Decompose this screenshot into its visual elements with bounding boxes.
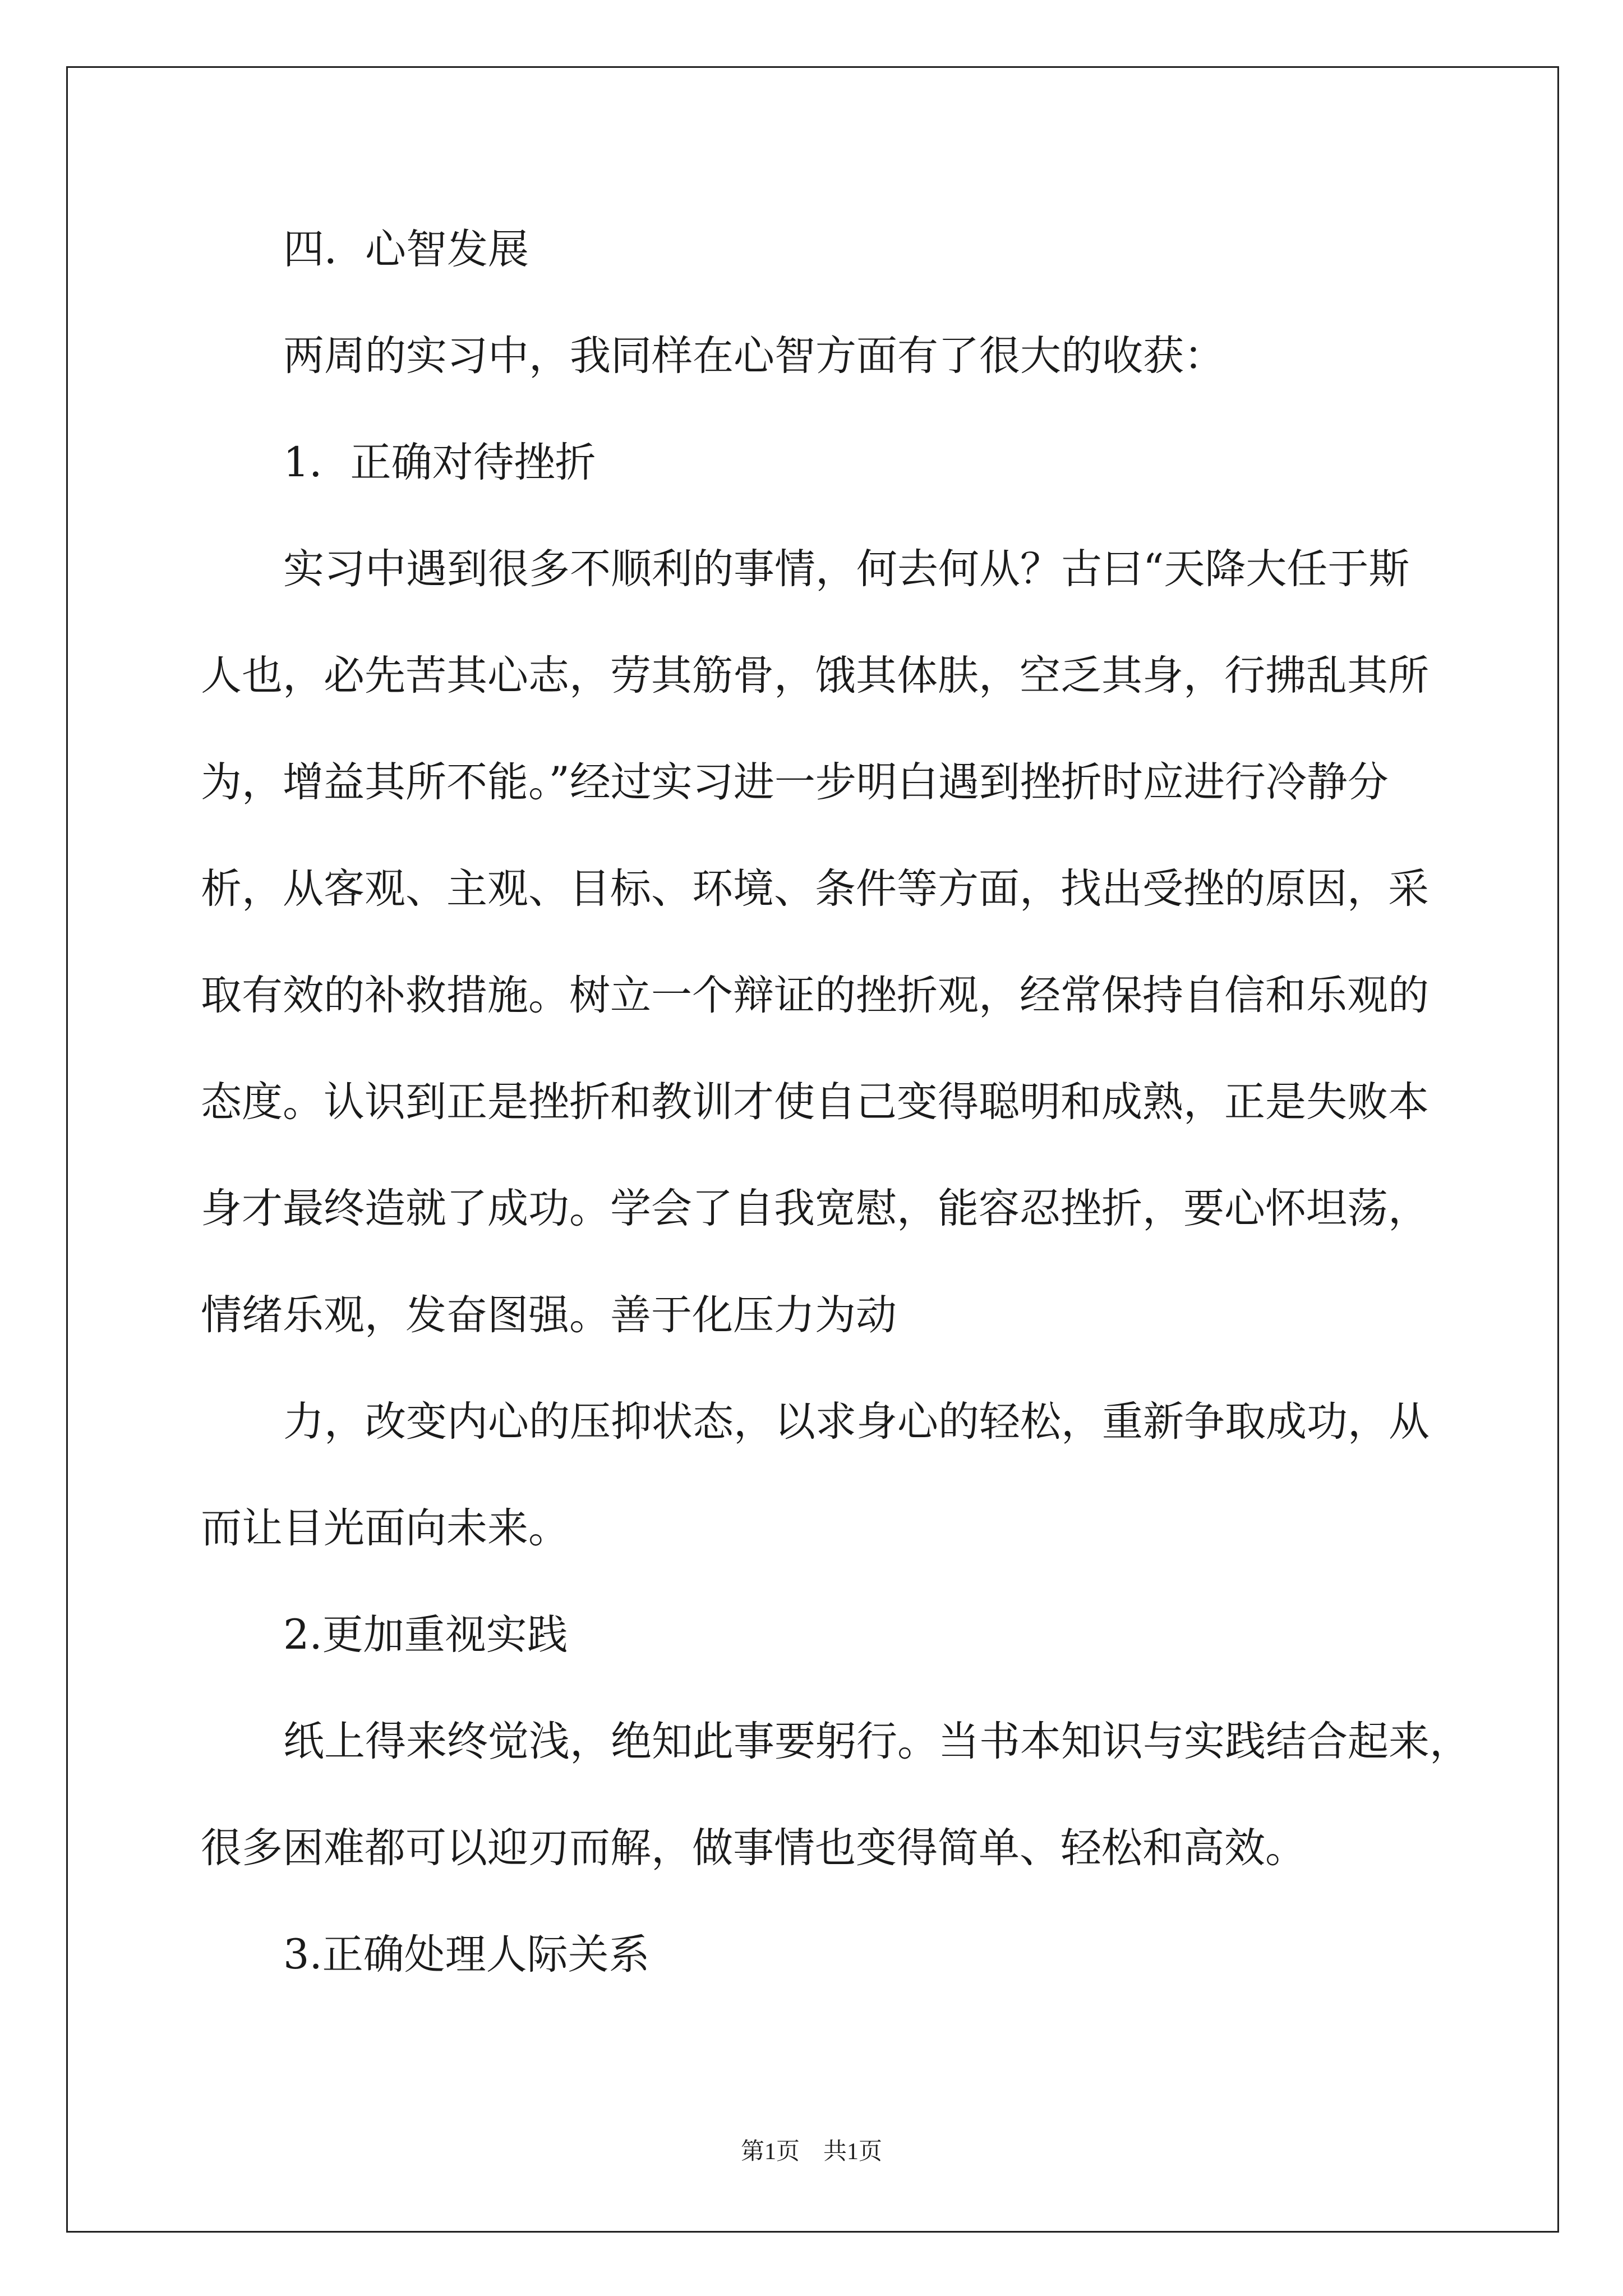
item-title-practice: 2.更加重视实践 (283, 1611, 568, 1659)
item-title-frustration: 1．正确对待挫折 (283, 439, 596, 486)
paragraph-line: 而让目光面向未来。 (201, 1504, 569, 1552)
paragraph-line: 态度。认识到正是挫折和教训才使自己变得聪明和成熟，正是失败本 (201, 1078, 1429, 1126)
paragraph (201, 1369, 1513, 1582)
paragraph-line: 纸上得来终觉浅，绝知此事要躬行。当书本知识与实践结合起来， (283, 1718, 1470, 1765)
paragraph (201, 516, 1513, 1369)
paragraph-line: 力，改变内心的压抑状态，以求身心的轻松，重新争取成功，从 (283, 1398, 1430, 1446)
paragraph-line: 析，从客观、主观、目标、环境、条件等方面，找出受挫的原因，采 (201, 865, 1429, 913)
intro-paragraph: 两周的实习中，我同样在心智方面有了很大的收获： (283, 332, 1225, 380)
paragraph-line: 情绪乐观，发奋图强。善于化压力为动 (201, 1291, 897, 1339)
page-footer: 第1页 共1页 (740, 2139, 882, 2165)
paragraph-line: 实习中遇到很多不顺利的事情，何去何从？古曰“天降大任于斯 (283, 545, 1410, 593)
paragraph-line: 为，增益其所不能。”经过实习进一步明白遇到挫折时应进行冷静分 (201, 758, 1389, 806)
item-title-relationships: 3.正确处理人际关系 (283, 1931, 650, 1978)
paragraph-line: 很多困难都可以迎刃而解，做事情也变得简单、轻松和高效。 (201, 1824, 1306, 1872)
paragraph (201, 1688, 1513, 1902)
paragraph-line: 人也，必先苦其心志，劳其筋骨，饿其体肤，空乏其身，行拂乱其所 (201, 652, 1429, 700)
section-heading: 四．心智发展 (283, 226, 529, 273)
paragraph-line: 取有效的补救措施。树立一个辩证的挫折观，经常保持自信和乐观的 (201, 972, 1429, 1019)
document-body (201, 196, 1513, 2008)
paragraph-line: 身才最终造就了成功。学会了自我宽慰，能容忍挫折，要心怀坦荡， (201, 1185, 1429, 1232)
